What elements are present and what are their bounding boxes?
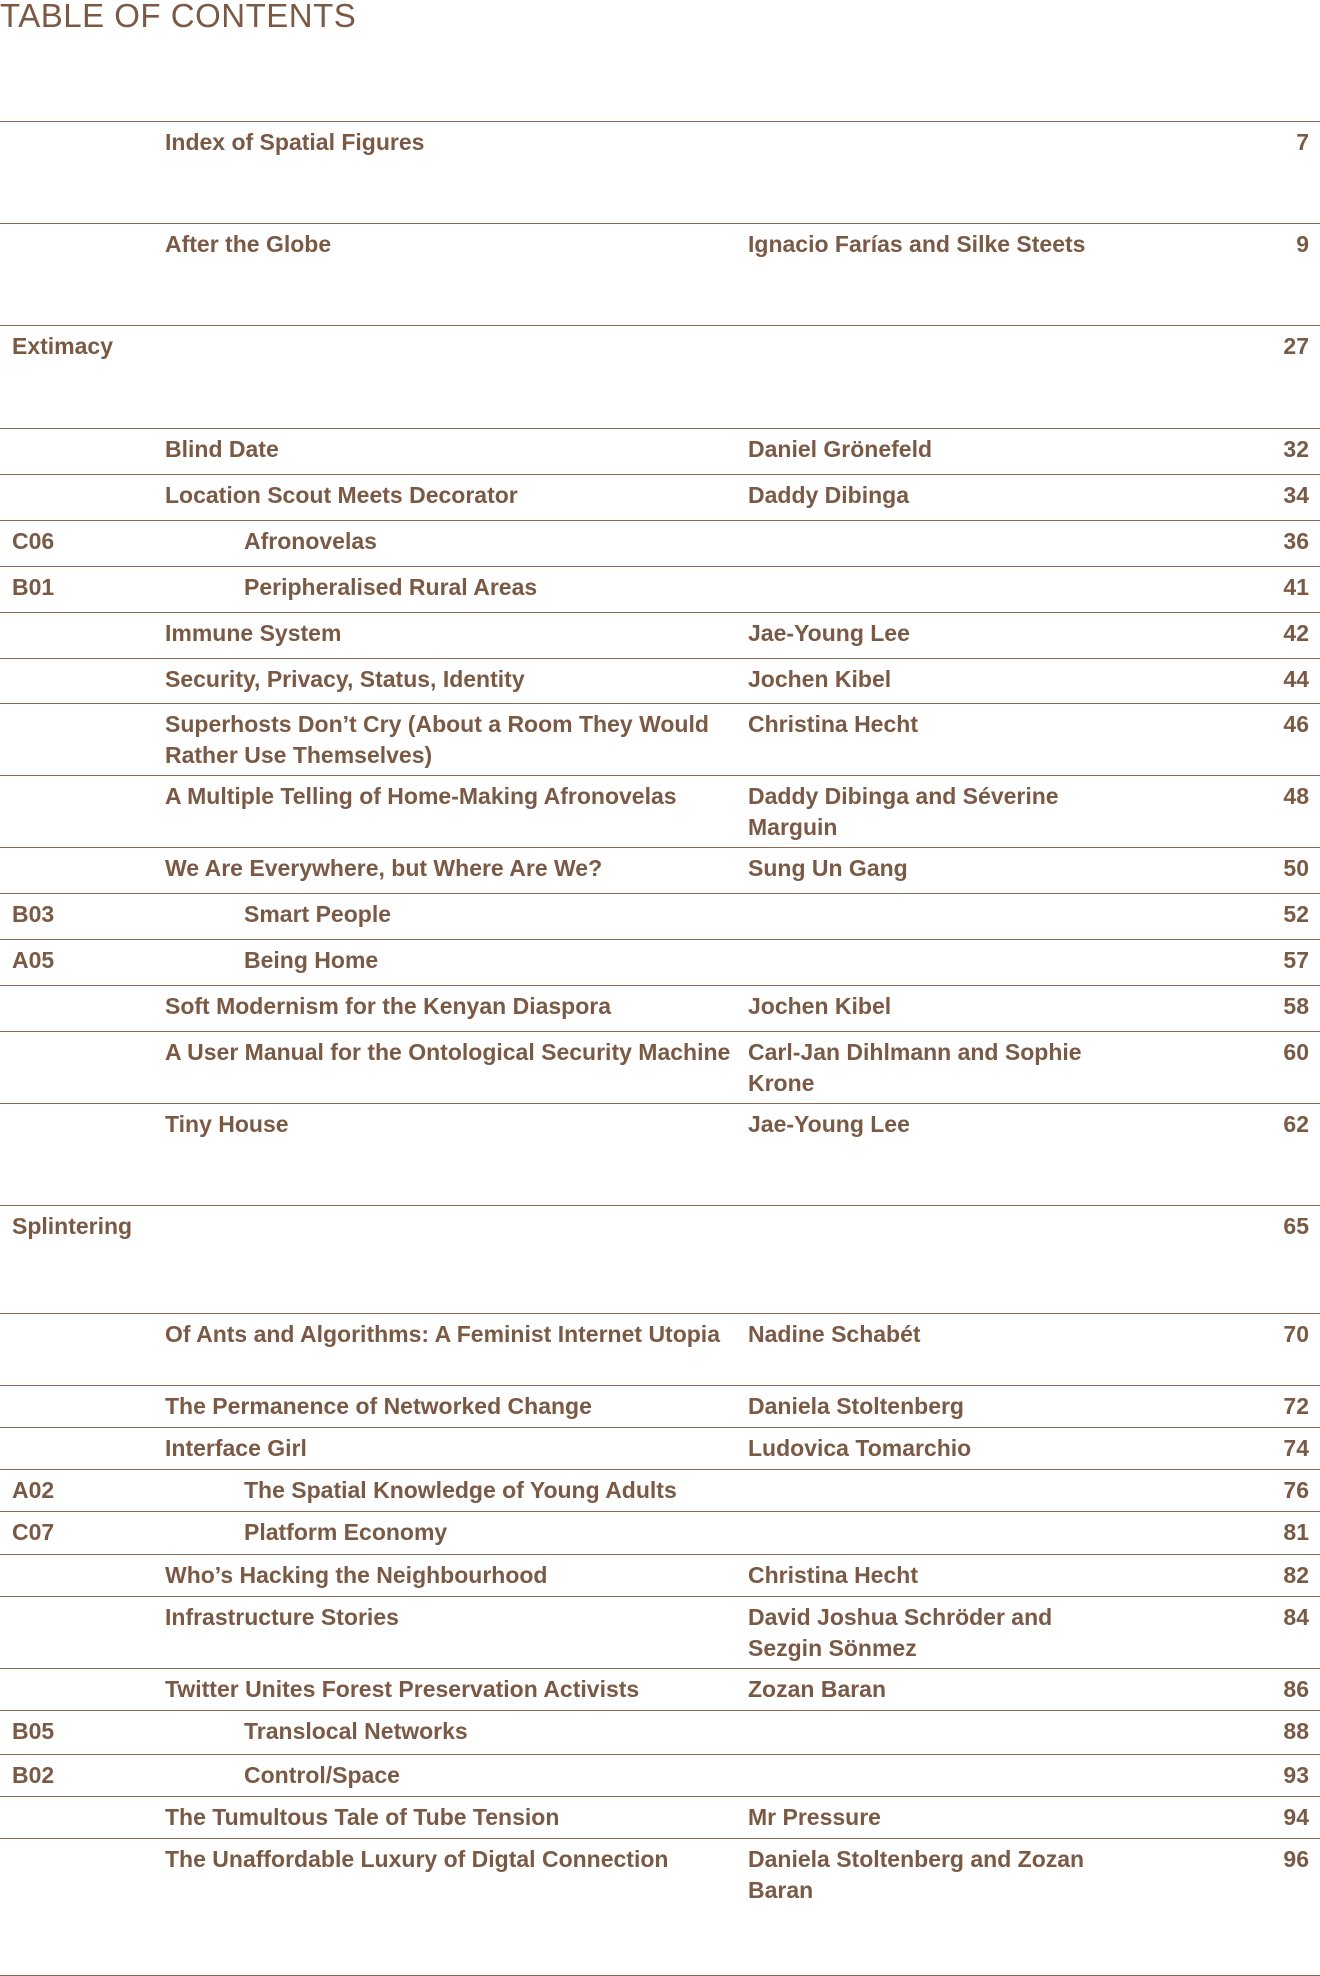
toc-row — [0, 1797, 1320, 1839]
entry-title: A Multiple Telling of Home-Making Afronovelas — [165, 783, 677, 809]
page-number: 46 — [1283, 711, 1309, 737]
entry-author: Daddy Dibinga — [748, 482, 910, 508]
page-number: 86 — [1283, 1676, 1309, 1702]
toc-row — [0, 1512, 1320, 1555]
page-number: 44 — [1283, 666, 1309, 692]
page-title: TABLE OF CONTENTS — [0, 0, 357, 30]
toc-row — [0, 1555, 1320, 1597]
toc-row — [0, 1839, 1320, 1976]
project-code: B01 — [12, 574, 55, 600]
section-row — [0, 1206, 1320, 1314]
entry-author: Nadine Schabét — [748, 1321, 921, 1347]
page-number: 41 — [1283, 574, 1309, 600]
entry-author: Daddy Dibinga and Séverine Marguin — [748, 783, 1059, 840]
entry-author: Carl-Jan Dihlmann and Sophie Krone — [748, 1039, 1082, 1096]
page-number: 70 — [1283, 1321, 1309, 1347]
entry-author: Ignacio Farías and Silke Steets — [748, 231, 1086, 257]
entry-title: Soft Modernism for the Kenyan Diaspora — [165, 993, 612, 1019]
toc-row — [0, 1597, 1320, 1669]
entry-title: Control/Space — [244, 1762, 400, 1788]
toc-row — [0, 704, 1320, 776]
entry-title: Location Scout Meets Decorator — [165, 482, 518, 508]
toc-row — [0, 986, 1320, 1032]
entry-author: Zozan Baran — [748, 1676, 887, 1702]
entry-author: Jochen Kibel — [748, 666, 892, 692]
toc-row — [0, 224, 1320, 326]
entry-title: After the Globe — [165, 231, 332, 257]
entry-title: Index of Spatial Figures — [165, 129, 425, 155]
entry-author: Mr Pressure — [748, 1804, 881, 1830]
page-number: 74 — [1283, 1435, 1309, 1461]
entry-title: We Are Everywhere, but Where Are We? — [165, 855, 603, 881]
entry-title: Translocal Networks — [244, 1718, 468, 1744]
project-code: B02 — [12, 1762, 55, 1788]
page-number: 50 — [1283, 855, 1309, 881]
page-number: 34 — [1283, 482, 1309, 508]
toc-row — [0, 1104, 1320, 1206]
toc-row — [0, 940, 1320, 986]
entry-author: Christina Hecht — [748, 711, 918, 737]
entry-title: A User Manual for the Ontological Security Machine — [165, 1039, 731, 1065]
entry-title: Infrastructure Stories — [165, 1604, 399, 1630]
page-number: 42 — [1283, 620, 1309, 646]
toc-row — [0, 776, 1320, 848]
page-number: 27 — [1283, 333, 1309, 359]
entry-title: The Spatial Knowledge of Young Adults — [244, 1477, 677, 1503]
entry-author: Daniela Stoltenberg — [748, 1393, 964, 1419]
entry-title: Who’s Hacking the Neighbourhood — [165, 1562, 548, 1588]
entry-title: The Tumultous Tale of Tube Tension — [165, 1804, 560, 1830]
section-title: Splintering — [12, 1213, 133, 1239]
page-number: 32 — [1283, 436, 1309, 462]
page-number: 7 — [1296, 129, 1309, 155]
toc-row — [0, 1755, 1320, 1797]
section-title: Extimacy — [12, 333, 114, 359]
project-code: A05 — [12, 947, 55, 973]
page-number: 81 — [1283, 1519, 1309, 1545]
page-number: 60 — [1283, 1039, 1309, 1065]
toc-row — [0, 1470, 1320, 1512]
page-number: 48 — [1283, 783, 1309, 809]
page-number: 65 — [1283, 1213, 1309, 1239]
entry-author: Sung Un Gang — [748, 855, 908, 881]
entry-title: Immune System — [165, 620, 342, 646]
project-code: B03 — [12, 901, 55, 927]
project-code: B05 — [12, 1718, 55, 1744]
toc-row — [0, 1711, 1320, 1755]
toc-row — [0, 475, 1320, 521]
page-number: 62 — [1283, 1111, 1309, 1137]
toc-row — [0, 659, 1320, 704]
entry-title: Twitter Unites Forest Preservation Activists — [165, 1676, 640, 1702]
page-number: 93 — [1283, 1762, 1309, 1788]
entry-author: Ludovica Tomarchio — [748, 1435, 972, 1461]
page-number: 84 — [1283, 1604, 1309, 1630]
entry-title: The Unaffordable Luxury of Digtal Connection — [165, 1846, 669, 1872]
entry-title: Tiny House — [165, 1111, 289, 1137]
entry-author: Jae-Young Lee — [748, 620, 910, 646]
entry-title: Smart People — [244, 901, 391, 927]
toc-row — [0, 567, 1320, 613]
entry-title: Superhosts Don’t Cry (About a Room They Would Rather Use Themselves) — [165, 711, 709, 768]
entry-author: Daniel Grönefeld — [748, 436, 933, 462]
entry-title: The Permanence of Networked Change — [165, 1393, 592, 1419]
page-number: 52 — [1283, 901, 1309, 927]
page-number: 36 — [1283, 528, 1309, 554]
toc-row — [0, 894, 1320, 940]
entry-title: Blind Date — [165, 436, 279, 462]
toc-row — [0, 1314, 1320, 1386]
entry-author: Daniela Stoltenberg and Zozan Baran — [748, 1846, 1085, 1903]
page-number: 72 — [1283, 1393, 1309, 1419]
toc-row — [0, 429, 1320, 475]
page-number: 9 — [1296, 231, 1309, 257]
entry-author: Jochen Kibel — [748, 993, 892, 1019]
toc-row — [0, 1669, 1320, 1711]
toc-row — [0, 122, 1320, 224]
page-number: 57 — [1283, 947, 1309, 973]
toc-row — [0, 613, 1320, 659]
page-number: 94 — [1283, 1804, 1309, 1830]
entry-title: Platform Economy — [244, 1519, 448, 1545]
entry-author: Jae-Young Lee — [748, 1111, 910, 1137]
table-of-contents — [0, 121, 1320, 1976]
entry-title: Being Home — [244, 947, 379, 973]
toc-row — [0, 521, 1320, 567]
page-number: 82 — [1283, 1562, 1309, 1588]
entry-title: Of Ants and Algorithms: A Feminist Internet Utopia — [165, 1321, 720, 1347]
project-code: C07 — [12, 1519, 55, 1545]
page-number: 76 — [1283, 1477, 1309, 1503]
entry-title: Peripheralised Rural Areas — [244, 574, 538, 600]
section-row — [0, 326, 1320, 429]
entry-title: Security, Privacy, Status, Identity — [165, 666, 525, 692]
toc-row — [0, 1386, 1320, 1428]
toc-row — [0, 1428, 1320, 1470]
project-code: C06 — [12, 528, 55, 554]
entry-title: Interface Girl — [165, 1435, 307, 1461]
entry-title: Afronovelas — [244, 528, 377, 554]
entry-author: Christina Hecht — [748, 1562, 918, 1588]
page-number: 58 — [1283, 993, 1309, 1019]
page-number: 88 — [1283, 1718, 1309, 1744]
page-number: 96 — [1283, 1846, 1309, 1872]
toc-row — [0, 848, 1320, 894]
toc-row — [0, 1032, 1320, 1104]
project-code: A02 — [12, 1477, 55, 1503]
entry-author: David Joshua Schröder and Sezgin Sönmez — [748, 1604, 1053, 1661]
